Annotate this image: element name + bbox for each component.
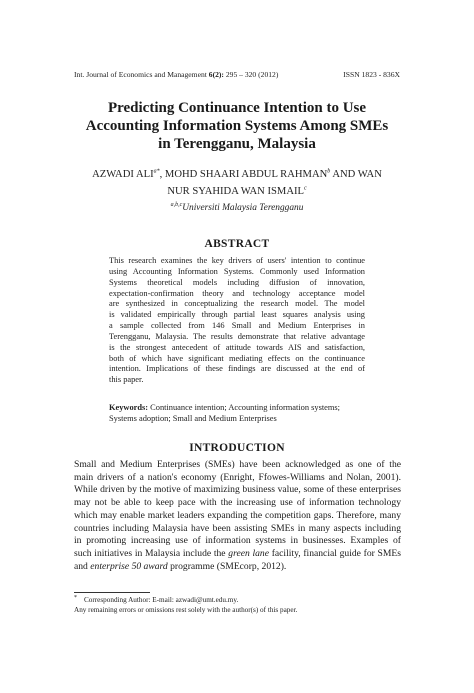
author-list	[60, 166, 414, 200]
title-line: Predicting Continuance Intention to Use	[107, 100, 367, 116]
abstract-body	[109, 256, 365, 386]
abstract-line: is validated empirically through partial least squares analysis using	[109, 310, 365, 320]
abstract-line: Terengganu, Malaysia. The results demonstrate that relative advantage	[109, 331, 365, 341]
abstract-line: a sample collected from 146 Small and Medium Enterprises in	[109, 321, 365, 331]
abstract-line: intention. Implications of these findings are discussed at the end of	[109, 364, 365, 374]
affiliation: $^{a,b,c}$Universiti Malaysia Terengganu	[170, 201, 304, 213]
journal-issn: ISSN 1823 - 836X	[343, 70, 400, 79]
title-line: Accounting Information Systems Among SMEs	[85, 118, 389, 134]
body-line: main drivers of a nation's economy (Enright, Ffowes-Williams and Nolan, 2001).	[74, 471, 401, 483]
body-line: While driven by the motive of maximizing business value, some of these enterprises	[74, 484, 401, 496]
keywords-label: Keywords:	[109, 403, 149, 412]
keywords-line: Systems adoption; Small and Medium Enterprises	[109, 414, 277, 423]
footnote-divider	[74, 592, 150, 593]
paper-title	[60, 99, 414, 153]
introduction-body	[74, 459, 401, 573]
footnote-disclaimer: Any remaining errors or omissions rest solely with the author(s) of this paper.	[74, 606, 298, 614]
body-line: such initiatives in Malaysia include the green lane facility, financial guide for SMEs	[74, 547, 401, 559]
author-line: NUR SYAHIDA WAN ISMAIL$^c$	[167, 185, 307, 197]
journal-citation: Int. Journal of Economics and Management 6(2): 295 – 320 (2012)	[74, 70, 279, 79]
body-line: in promoting increasing use of information systems in businesses. Examples of	[74, 535, 401, 547]
abstract-heading: ABSTRACT	[204, 238, 270, 250]
abstract-line: using Accounting Information Systems. Commonly used Information	[109, 266, 365, 276]
abstract-line: is the strongest antecedent of attitude towards AIS and satisfaction,	[109, 342, 365, 352]
abstract-line: this paper.	[109, 375, 144, 385]
abstract-line: Systems theoretical models including diffusion of innovation,	[109, 277, 365, 287]
body-line: countries including Malaysia have been assisting SMEs in many aspects including	[74, 522, 401, 534]
keywords	[109, 402, 365, 424]
introduction-heading: INTRODUCTION	[189, 442, 285, 454]
journal-volume: 6(2):	[208, 70, 224, 79]
author-line: AZWADI $ALI^{a*}$, MOHD SHAARI ABDUL RAHMAN$^b$ AND WAN	[92, 168, 382, 180]
body-line: Small and Medium Enterprises (SMEs) have been acknowledged as one of the	[74, 459, 401, 470]
keywords-line: Keywords: Continuance intention; Accounting information systems;	[109, 403, 340, 412]
body-line: may not be able to keep pace with the increasing use of information technology	[74, 497, 401, 509]
title-line: in Terengganu, Malaysia	[158, 136, 316, 152]
body-line: which may enable market leaders expanding the competition gaps. Therefore, many	[74, 509, 401, 521]
abstract-line: This research examines the key drivers of users' intention to continue	[109, 256, 365, 265]
footnote-corresponding: * Corresponding Author: E-mail: azwadi@umt.edu.my.	[74, 594, 239, 604]
footnotes	[74, 595, 401, 615]
abstract-line: both of which have significant mediating effects on the continuance	[109, 353, 365, 363]
abstract-line: expectation-confirmation theory and technology acceptance model	[109, 288, 365, 298]
running-head	[74, 70, 400, 79]
abstract-line: are synthesized in conceptualizing the research model. The model	[109, 299, 365, 309]
body-line: and enterprise 50 award programme (SMEcorp, 2012).	[74, 560, 287, 572]
